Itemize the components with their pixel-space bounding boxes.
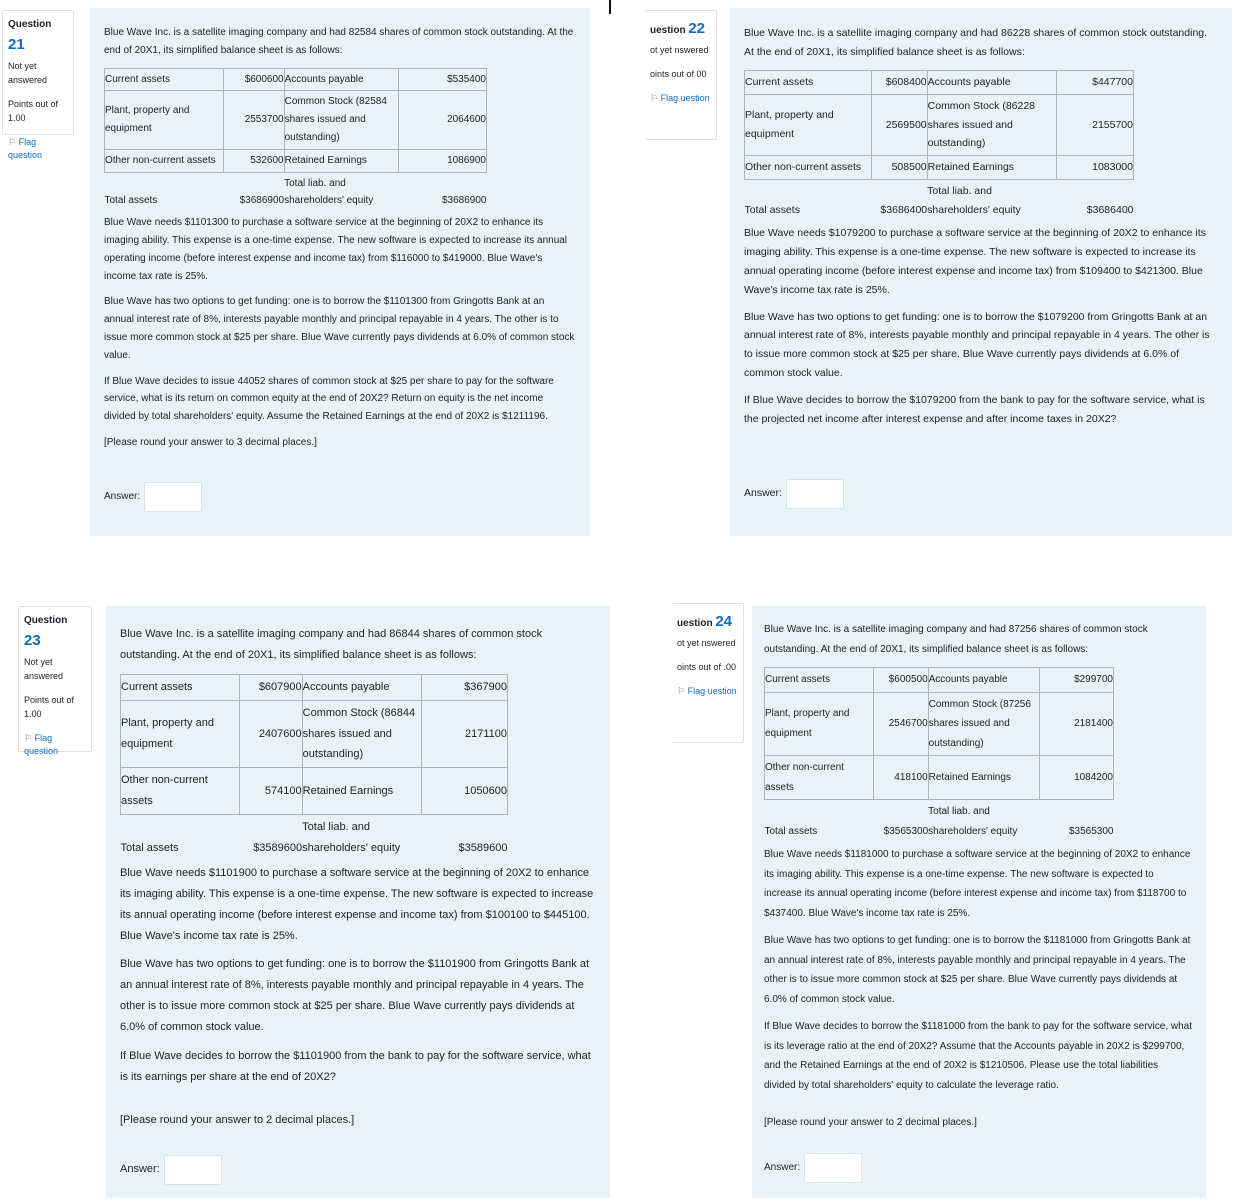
table-cell: Total liab. and shareholders' equity (927, 180, 1056, 222)
rounding-note: [Please round your answer to 2 decimal places.] (120, 1113, 355, 1126)
question-intro: Blue Wave Inc. is a satellite imaging company and had 87256 shares of common stock outstanding. At the end of 20X1, its simplified balance sheet is as follows: (764, 624, 1148, 655)
table-cell: 508500 (871, 156, 927, 180)
table-cell: 2553700 (224, 91, 285, 149)
flag-label: Flag question (24, 732, 59, 757)
table-cell: Accounts payable (928, 668, 1039, 693)
question-paragraph: If Blue Wave decides to borrow the $1079200 from the bank to pay for the software service, what is the projected net income after interest expense and after income taxes in 20X2? (744, 394, 1205, 426)
table-cell: 2155700 (1056, 94, 1133, 156)
balance-sheet-table (104, 68, 487, 213)
table-cell: 1086900 (399, 149, 487, 172)
table-cell: 532600 (224, 149, 285, 172)
table-cell: 2569500 (871, 94, 927, 156)
table-row (121, 674, 508, 700)
question-num: 22 (688, 20, 706, 37)
table-cell: $367900 (422, 674, 508, 700)
answer-label: Answer: (104, 490, 141, 502)
question-state: Not yet answered (24, 656, 64, 681)
rounding-note: [Please round your answer to 3 decimal places.] (104, 436, 317, 448)
question-intro: Blue Wave Inc. is a satellite imaging company and had 86228 shares of common stock outstanding. At the end of 20X1, its simplified balance sheet is as follows: (744, 27, 1208, 58)
table-row (765, 692, 1114, 756)
question-grade: oints out of .00 (677, 662, 737, 673)
text-cursor-divider (609, 0, 611, 14)
question-info-23 (18, 606, 92, 757)
table-cell: Common Stock (86228 shares issued and outstanding) (927, 94, 1056, 156)
table-cell: 1084200 (1039, 756, 1113, 800)
table-cell: Plant, property and equipment (765, 692, 874, 756)
table-cell: $600600 (224, 68, 285, 91)
table-cell: Accounts payable (284, 68, 399, 91)
question-num: 23 (24, 631, 41, 649)
answer-label: Answer: (120, 1163, 160, 1176)
answer-input[interactable] (144, 482, 202, 512)
answer-input[interactable] (804, 1153, 862, 1183)
balance-sheet-table (120, 674, 508, 861)
table-cell: Other non-current assets (745, 156, 872, 180)
answer-label: Answer: (764, 1161, 801, 1173)
question-number (8, 17, 68, 56)
flag-label: Flag uestion (687, 686, 737, 697)
answer-label: Answer: (744, 487, 782, 500)
question-paragraph: Blue Wave needs $1079200 to purchase a software service at the beginning of 20X2 to enhance its imaging ability. This expense is a one-time expense. The new software is expected to increase its annual operating income (before interest expense and income tax) from $109400 to $421300. Blue Wave's income tax rate is 25%. (744, 227, 1206, 296)
question-label: uestion (650, 25, 686, 36)
question-number (24, 613, 86, 652)
answer-input[interactable] (786, 479, 844, 509)
table-cell: 2181400 (1039, 692, 1113, 756)
flag-icon: ⚐ (24, 732, 33, 743)
table-cell: 418100 (873, 756, 928, 800)
table-row (745, 94, 1134, 156)
table-row (745, 156, 1134, 180)
question-paragraph: If Blue Wave decides to issue 44052 shares of common stock at $25 per share to pay for the software service, what is its return on common equity at the end of 20X2? Return on equity is the net income divided by total shareholders' equity. Assume the Retained Earnings at the end of 20X2 is $1211196. (104, 375, 554, 423)
table-cell: Accounts payable (927, 70, 1056, 94)
question-intro: Blue Wave Inc. is a satellite imaging company and had 82584 shares of common stock outstanding. At the end of 20X1, its simplified balance sheet is as follows: (104, 27, 574, 56)
table-cell: $3565300 (873, 800, 928, 844)
table-cell: $3686900 (224, 172, 285, 212)
table-cell: Current assets (105, 68, 224, 91)
question-panel-24 (752, 606, 1206, 1198)
question-paragraph: Blue Wave needs $1101300 to purchase a software service at the beginning of 20X2 to enhance its imaging ability. This expense is a one-time expense. The new software is expected to increase its annual operating income (before interest expense and income tax) from $116000 to $419000. Blue Wave's income tax rate is 25%. (104, 217, 568, 282)
table-cell: Current assets (765, 668, 874, 693)
table-cell: 2546700 (873, 692, 928, 756)
question-paragraph: Blue Wave needs $1181000 to purchase a software service at the beginning of 20X2 to enhance its imaging ability. This expense is a one-time expense. The new software is expected to increase its annual operating income (before interest expense and income tax) from $118700 to $437400. Blue Wave's income tax rate is 25%. (764, 849, 1191, 919)
table-cell: $3686400 (1056, 180, 1133, 222)
table-cell: Other non-current assets (105, 149, 224, 172)
table-row (765, 756, 1114, 800)
table-row (105, 172, 487, 212)
flag-icon: ⚐ (8, 136, 17, 147)
table-cell: Other non-current assets (765, 756, 874, 800)
question-state: ot yet nswered (650, 45, 709, 56)
question-paragraph: Blue Wave has two options to get funding: one is to borrow the $1181000 from Gringotts Bank at an annual interest rate of 8%, interests payable monthly and principal repayable in 4 years. The other is to issue more common stock at $25 per share. Blue Wave currently pays dividends at 6.0% of common stock value. (764, 935, 1191, 1005)
table-cell: 2064600 (399, 91, 487, 149)
table-cell: Plant, property and equipment (105, 91, 224, 149)
question-paragraph: If Blue Wave decides to borrow the $1101900 from the bank to pay for the software service, what is its earnings per share at the end of 20X2? (120, 1050, 591, 1083)
question-num: 21 (8, 35, 25, 53)
question-state: Not yet answered (8, 60, 48, 85)
question-panel-22 (730, 8, 1232, 536)
question-grade: Points out of 1.00 (8, 98, 59, 123)
flag-icon: ⚐ (677, 686, 686, 697)
table-cell: Total assets (745, 180, 872, 222)
table-cell: $447700 (1056, 70, 1133, 94)
table-cell: 574100 (240, 768, 303, 815)
table-cell: Retained Earnings (928, 756, 1039, 800)
table-row (121, 815, 508, 861)
table-cell: 2407600 (240, 700, 303, 768)
question-info-24 (672, 603, 744, 743)
question-panel-23 (106, 606, 610, 1198)
table-cell: Current assets (121, 674, 240, 700)
table-row (105, 149, 487, 172)
table-row (765, 668, 1114, 693)
question-number (677, 610, 738, 633)
answer-row (744, 479, 1218, 509)
question-grade: Points out of 1.00 (24, 694, 75, 719)
table-cell: Common Stock (82584 shares issued and outstanding) (284, 91, 399, 149)
balance-sheet-table (744, 70, 1134, 222)
table-cell: $299700 (1039, 668, 1113, 693)
table-cell: Total liab. and shareholders' equity (284, 172, 399, 212)
table-cell: $535400 (399, 68, 487, 91)
table-cell: $607900 (240, 674, 303, 700)
table-cell: 1083000 (1056, 156, 1133, 180)
flag-label: Flag uestion (660, 93, 710, 104)
question-label: Question (24, 615, 68, 626)
answer-row (120, 1155, 596, 1185)
question-info-21 (2, 10, 74, 161)
table-cell: $3686400 (871, 180, 927, 222)
table-row (121, 768, 508, 815)
flag-question-link[interactable] (24, 732, 86, 760)
question-paragraph: Blue Wave has two options to get funding: one is to borrow the $1101900 from Gringotts Bank at an annual interest rate of 8%, interests payable monthly and principal repayable in 4 years. The other is to issue more common stock at $25 per share. Blue Wave currently pays dividends at 6.0% of common stock value. (120, 958, 589, 1034)
table-cell: Common Stock (87256 shares issued and outstanding) (928, 692, 1039, 756)
rounding-note: [Please round your answer to 2 decimal places.] (764, 1117, 977, 1128)
answer-input[interactable] (164, 1155, 222, 1185)
flag-question-link[interactable] (8, 136, 68, 164)
table-cell: Common Stock (86844 shares issued and outstanding) (302, 700, 421, 768)
table-cell: Plant, property and equipment (121, 700, 240, 768)
table-cell: $3565300 (1039, 800, 1113, 844)
question-state: ot yet nswered (677, 638, 736, 649)
question-paragraph: Blue Wave has two options to get funding: one is to borrow the $1079200 from Gringotts Bank at an annual interest rate of 8%, interests payable monthly and principal repayable in 4 years. The other is to issue more common stock at $25 per share. Blue Wave currently pays dividends at 6.0% of common stock value. (744, 310, 1210, 380)
table-cell: Total liab. and shareholders' equity (302, 815, 421, 861)
table-cell: $600500 (873, 668, 928, 693)
question-num: 24 (715, 613, 733, 630)
question-paragraph: Blue Wave has two options to get funding: one is to borrow the $1101300 from Gringotts Bank at an annual interest rate of 8%, interests payable monthly and principal repayable in 4 years. The other is to issue more common stock at $25 per share. Blue Wave currently pays dividends at 6.0% of common stock value. (104, 296, 575, 361)
question-label: uestion (677, 618, 713, 629)
question-intro: Blue Wave Inc. is a satellite imaging company and had 86844 shares of common stock outstanding. At the end of 20X1, its simplified balance sheet is as follows: (120, 628, 543, 661)
flag-question-link[interactable] (677, 685, 738, 699)
table-cell: Current assets (745, 70, 872, 94)
question-panel-21 (90, 8, 590, 536)
flag-icon: ⚐ (650, 93, 659, 104)
table-cell: Retained Earnings (302, 768, 421, 815)
flag-label: Flag question (8, 136, 43, 161)
table-cell: Plant, property and equipment (745, 94, 872, 156)
table-cell: Accounts payable (302, 674, 421, 700)
table-cell: Retained Earnings (284, 149, 399, 172)
table-cell: Total liab. and shareholders' equity (928, 800, 1039, 844)
table-row (745, 70, 1134, 94)
table-cell: Total assets (105, 172, 224, 212)
table-cell: Total assets (765, 800, 874, 844)
table-row (765, 800, 1114, 844)
question-number (650, 17, 711, 40)
table-cell: $3589600 (422, 815, 508, 861)
question-label: Question (8, 19, 52, 30)
question-info-22 (645, 10, 717, 140)
table-cell: 1050600 (422, 768, 508, 815)
table-cell: Total assets (121, 815, 240, 861)
table-row (105, 68, 487, 91)
balance-sheet-table (764, 667, 1114, 843)
table-cell: Other non-current assets (121, 768, 240, 815)
table-row (105, 91, 487, 149)
flag-question-link[interactable] (650, 92, 711, 106)
answer-row (104, 482, 576, 512)
table-row (121, 700, 508, 768)
question-paragraph: If Blue Wave decides to borrow the $1181000 from the bank to pay for the software service, what is its leverage ratio at the end of 20X2? Assume that the Accounts payable in 20X2 is $299700, and the Retained Earnings at the end of 20X2 is $1210506. Please use the total liabilities divided by total shareholders' equity to calculate the leverage ratio. (764, 1021, 1193, 1091)
table-cell: $608400 (871, 70, 927, 94)
table-cell: $3686900 (399, 172, 487, 212)
question-paragraph: Blue Wave needs $1101900 to purchase a software service at the beginning of 20X2 to enhance its imaging ability. This expense is a one-time expense. The new software is expected to increase its annual operating income (before interest expense and income tax) from $100100 to $445100. Blue Wave's income tax rate is 25%. (120, 866, 594, 942)
table-cell: Retained Earnings (927, 156, 1056, 180)
table-row (745, 180, 1134, 222)
table-cell: $3589600 (240, 815, 303, 861)
answer-row (764, 1153, 1192, 1183)
table-cell: 2171100 (422, 700, 508, 768)
question-grade: oints out of 00 (650, 69, 707, 80)
